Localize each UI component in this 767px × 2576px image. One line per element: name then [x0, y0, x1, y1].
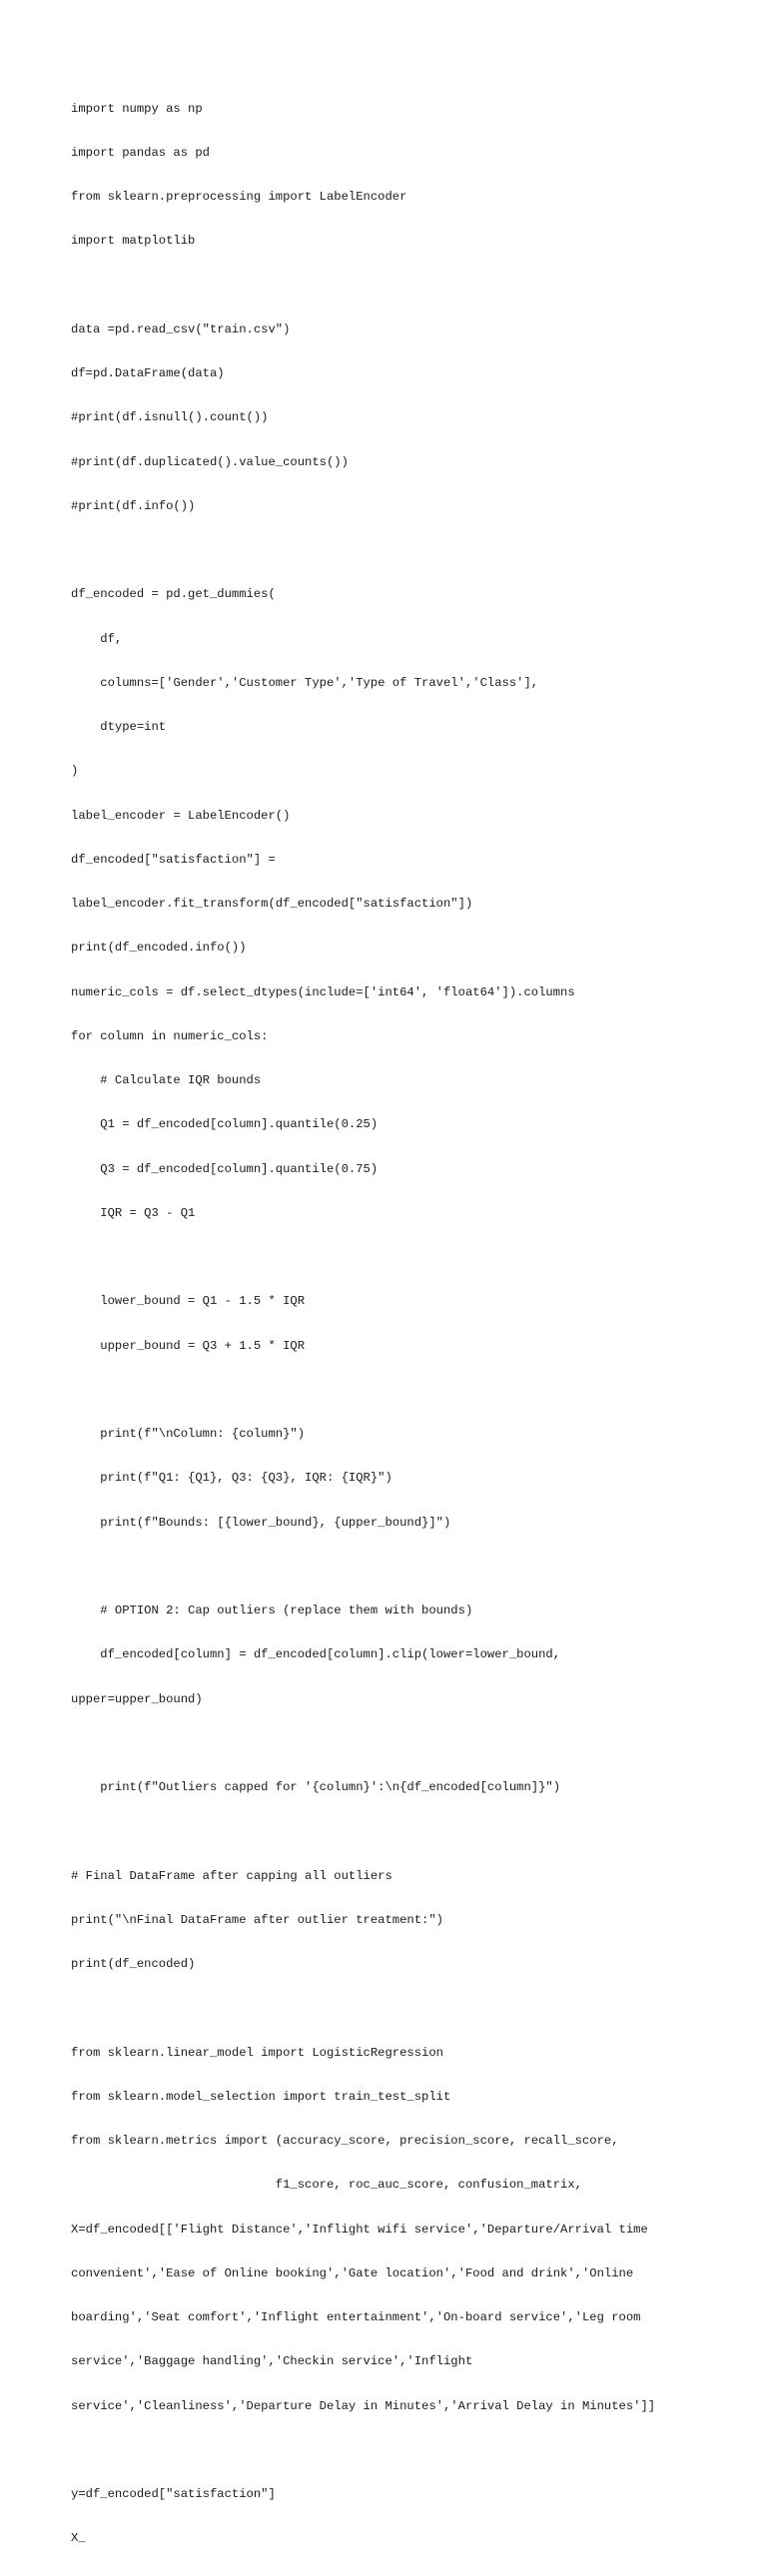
- code-line: from sklearn.preprocessing import LabelEncoder: [71, 190, 407, 204]
- code-line: upper_bound = Q3 + 1.5 * IQR: [71, 1338, 306, 1353]
- code-line: [71, 1383, 750, 1398]
- code-line: print(df_encoded): [71, 1957, 196, 1971]
- code-line: Q3 = df_encoded[column].quantile(0.75): [71, 1161, 379, 1176]
- code-line: label_encoder.fit_transform(df_encoded["satisfaction"]): [71, 897, 473, 911]
- code-line: for column in numeric_cols:: [71, 1028, 269, 1043]
- code-line: IQR = Q3 - Q1: [71, 1205, 196, 1220]
- code-line: #print(df.info()): [71, 498, 196, 513]
- code-line: from sklearn.model_selection import train_test_split: [71, 2089, 451, 2104]
- code-line: X_: [71, 2531, 86, 2546]
- code-line: columns=['Gender','Customer Type','Type of Travel','Class'],: [71, 675, 539, 690]
- code-line: [71, 2443, 750, 2458]
- code-line: numeric_cols = df.select_dtypes(include=['int64', 'float64']).columns: [71, 984, 575, 999]
- code-line: print(f"Q1: {Q1}, Q3: {Q3}, IQR: {IQR}"): [71, 1471, 392, 1486]
- code-line: df=pd.DataFrame(data): [71, 366, 225, 380]
- code-line: df_encoded["satisfaction"] =: [71, 852, 276, 867]
- code-line: #print(df.isnull().count()): [71, 410, 269, 425]
- code-line: import pandas as pd: [71, 145, 210, 160]
- code-line: X=df_encoded[['Flight Distance','Inflight wifi service','Departure/Arrival time: [71, 2222, 648, 2237]
- code-block: [71, 72, 750, 2576]
- code-line: y=df_encoded["satisfaction"]: [71, 2487, 276, 2501]
- code-line: data =pd.read_csv("train.csv"): [71, 322, 291, 336]
- code-line: print(f"Bounds: [{lower_bound}, {upper_bound}]"): [71, 1515, 451, 1530]
- code-line: [71, 1560, 750, 1575]
- code-line: label_encoder = LabelEncoder(): [71, 808, 291, 823]
- code-line: from sklearn.metrics import (accuracy_score, precision_score, recall_score,: [71, 2134, 619, 2148]
- code-line: [71, 1824, 750, 1839]
- code-line: # OPTION 2: Cap outliers (replace them with bounds): [71, 1604, 473, 1617]
- code-line: import matplotlib: [71, 234, 196, 249]
- code-line: dtype=int: [71, 720, 167, 734]
- code-line: f1_score, roc_auc_score, confusion_matrix,: [71, 2178, 582, 2193]
- code-line: df_encoded = pd.get_dummies(: [71, 587, 276, 602]
- code-line: [71, 279, 750, 294]
- code-line: ): [71, 764, 79, 779]
- code-line: [71, 2001, 750, 2016]
- code-line: print(f"\nColumn: {column}"): [71, 1427, 306, 1441]
- code-line: [71, 543, 750, 558]
- code-line: # Calculate IQR bounds: [71, 1073, 262, 1087]
- code-line: df_encoded[column] = df_encoded[column].clip(lower=lower_bound,: [71, 1647, 561, 1662]
- code-line: convenient','Ease of Online booking','Gate location','Food and drink','Online: [71, 2265, 634, 2280]
- code-line: boarding','Seat comfort','Inflight entertainment','On-board service','Leg room: [71, 2310, 641, 2324]
- code-line: Q1 = df_encoded[column].quantile(0.25): [71, 1117, 379, 1132]
- code-line: import numpy as np: [71, 101, 203, 116]
- code-line: print(f"Outliers capped for '{column}':\n{df_encoded[column]}"): [71, 1780, 561, 1794]
- code-line: #print(df.duplicated().value_counts()): [71, 454, 349, 469]
- code-line: [71, 1736, 750, 1751]
- code-line: print(df_encoded.info()): [71, 941, 247, 956]
- code-line: service','Cleanliness','Departure Delay in Minutes','Arrival Delay in Minutes']]: [71, 2398, 656, 2413]
- code-line: df,: [71, 631, 123, 646]
- code-line: from sklearn.linear_model import LogisticRegression: [71, 2045, 443, 2060]
- code-line: lower_bound = Q1 - 1.5 * IQR: [71, 1294, 306, 1309]
- code-line: # Final DataFrame after capping all outliers: [71, 1868, 392, 1883]
- code-line: service','Baggage handling','Checkin service','Inflight: [71, 2354, 473, 2369]
- code-line: print("\nFinal DataFrame after outlier treatment:"): [71, 1912, 443, 1927]
- code-line: [71, 1250, 750, 1265]
- code-line: upper=upper_bound): [71, 1691, 203, 1706]
